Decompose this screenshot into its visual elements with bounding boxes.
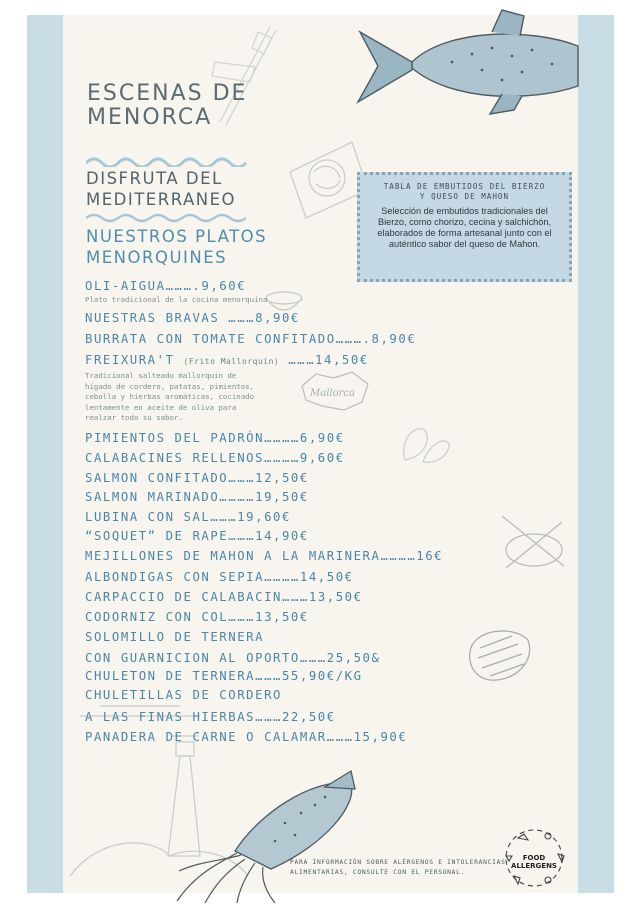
menu-item-burrata: BURRATA CON TOMATE CONFITADO……….8,90€: [85, 332, 417, 346]
squid-icon: [175, 765, 370, 905]
left-border-band: [27, 15, 63, 893]
subtitle-line-2: MEDITERRANEO: [86, 190, 237, 209]
menu-item-salmon-confitado: SALMON CONFITADO………12,50€: [85, 471, 309, 485]
feature-box-title-line-2: Y QUESO DE MAHON: [419, 192, 510, 201]
title-line-1: ESCENAS DE: [87, 81, 248, 106]
mallorca-map: [296, 366, 376, 416]
menu-item-chuleton: CHULETON DE TERNERA………55,90€/KG: [85, 669, 363, 683]
menu-item-solomillo-guarnicion: CON GUARNICION AL OPORTO………25,50&: [85, 651, 381, 665]
allergen-notice: PARA INFORMACIÓN SOBRE ALÉRGENOS E INTOLERANCIAS ALIMENTARIAS, CONSULTE CON EL PERSONAL.: [290, 859, 506, 876]
menu-item-oli-aigua: OLI-AIGUA……….9,60€: [85, 279, 247, 293]
menu-item-bravas: NUESTRAS BRAVAS ………8,90€: [85, 311, 300, 325]
description-oli-aigua: Plato tradicional de la cocina menorquina: [85, 295, 268, 304]
menu-item-carpaccio: CARPACCIO DE CALABACIN………13,50€: [85, 590, 363, 604]
wave-underline: [86, 212, 248, 224]
mussel-icon: [395, 420, 455, 470]
food-allergens-label: FOOD ALLERGENS: [511, 854, 557, 870]
feature-box: [357, 172, 572, 282]
right-border-band: [578, 15, 614, 893]
menu-item-solomillo: SOLOMILLO DE TERNERA: [85, 630, 265, 644]
wave-divider: [86, 155, 248, 167]
menu-item-albondigas: ALBONDIGAS CON SEPIA…………14,50€: [85, 570, 354, 584]
menu-item-freixurat-note: (Frito Mallorquín): [183, 357, 280, 366]
menu-item-freixurat: [85, 353, 369, 369]
page-title: [87, 82, 247, 130]
steak-icon: [462, 622, 536, 688]
menu-item-chuletillas-hierbas: A LAS FINAS HIERBAS………22,50€: [85, 710, 336, 724]
menu-item-panadera: PANADERA DE CARNE O CALAMAR………15,90€: [85, 730, 408, 744]
section-heading: [86, 226, 267, 268]
description-freixurat: Tradicional salteado mallorquín de hígado de cordero, patatas, pimientos, cebolla y hierbas aromáticas, cocinado lentamente en aceite de oliva para realzar todo su sabor.: [85, 371, 255, 422]
subtitle: [86, 168, 236, 210]
feature-box-title: [369, 182, 560, 202]
menu-item-salmon-marinado: SALMON MARINADO…………19,50€: [85, 490, 309, 504]
feature-box-title-line-1: TABLA DE EMBUTIDOS DEL BIERZO: [383, 182, 546, 191]
menu-item-freixurat-label: FREIXURA'T: [85, 353, 175, 367]
section-line-1: NUESTROS PLATOS: [86, 227, 268, 246]
menu-item-mejillones: MEJILLONES DE MAHON A LA MARINERA…………16€: [85, 549, 444, 563]
menu-item-chuletillas: CHULETILLAS DE CORDERO: [85, 688, 282, 702]
fish-icon: [352, 6, 582, 124]
menu-item-soquet: “SOQUET” DE RAPE………14,90€: [85, 529, 309, 543]
feature-box-description: Selección de embutidos tradicionales del Bierzo, como chorizo, cecina y salchichón, elaborados de forma artesanal junto con el auténtico sabor del queso de Mahon.: [377, 206, 552, 249]
subtitle-line-1: DISFRUTA DEL: [86, 169, 223, 188]
menu-item-pimientos: PIMIENTOS DEL PADRÓN…………6,90€: [85, 431, 345, 445]
menu-item-calabacines: CALABACINES RELLENOS…………9,60€: [85, 451, 345, 465]
section-line-2: MENORQUINES: [86, 248, 228, 267]
title-line-2: MENORCA: [87, 105, 213, 130]
map-label: Mallorca: [310, 388, 355, 399]
menu-item-lubina: LUBINA CON SAL………19,60€: [85, 510, 291, 524]
menu-item-codorniz: CODORNIZ CON COL………13,50€: [85, 610, 309, 624]
menu-item-freixurat-price: ………14,50€: [288, 353, 369, 367]
skewer-icon: [498, 512, 568, 572]
